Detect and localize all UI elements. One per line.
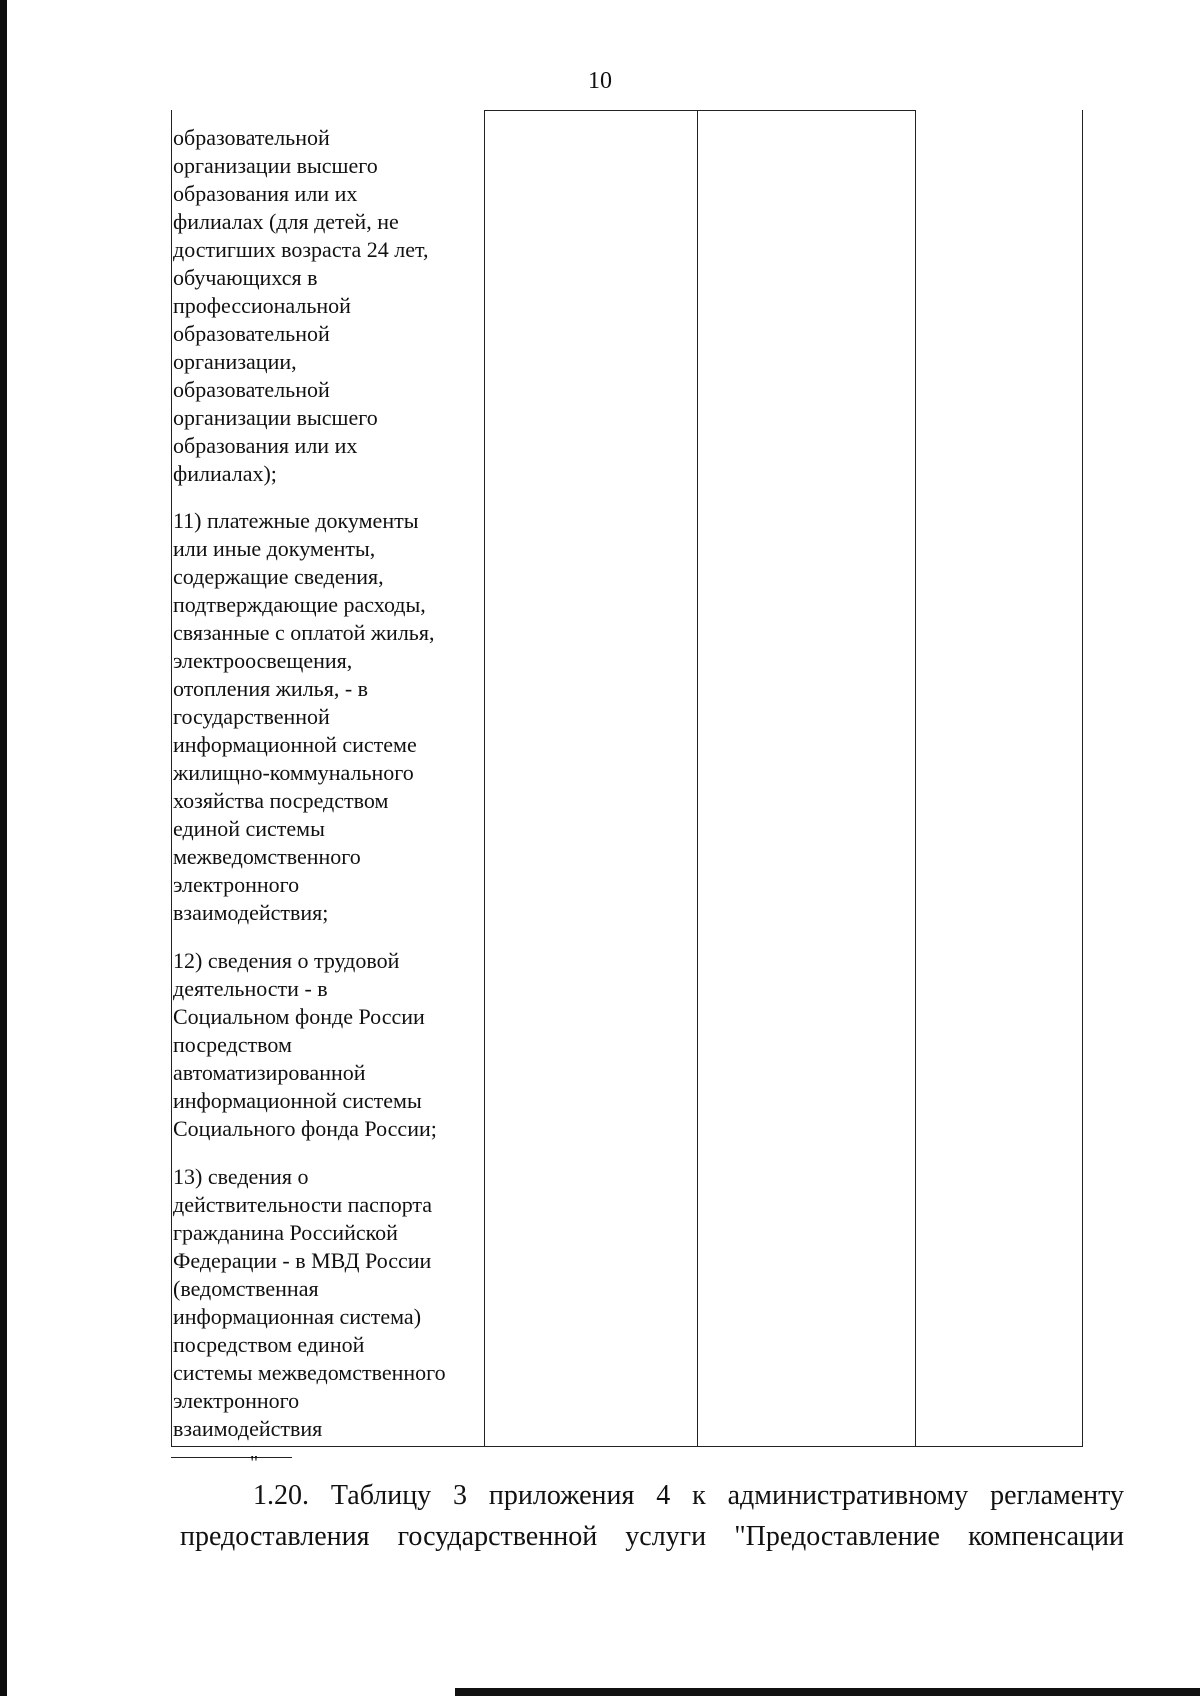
table-cell-text: 11) платежные документы или иные документы, содержащие сведения, подтверждающие расходы, связанные с оплатой жилья, электроосвещения, отопления жилья, - в государственной информационной системе жилищно-коммунального хозяйства посредством единой системы межведомственного электронного взаимодействия; xyxy=(173,508,435,925)
table-border-top xyxy=(484,110,915,111)
page-number: 10 xyxy=(588,68,612,94)
table-border-right xyxy=(1082,110,1083,1446)
table-border-bottom xyxy=(171,1446,1083,1447)
table-closing-rule xyxy=(171,1457,292,1458)
table-cell-text: образовательной организации высшего образования или их филиалах (для детей, не достигших возраста 24 лет, обучающихся в профессиональной образовательной организации, образовательной организации высшего образования или их филиалах); xyxy=(173,125,429,486)
table-cell-text: 13) сведения о действительности паспорта гражданина Российской Федерации - в МВД России (ведомственная информационная система) посредством единой системы межведомственного электронного взаимодействия xyxy=(173,1164,446,1441)
table-column-divider xyxy=(915,110,916,1446)
closing-quote: " xyxy=(250,1452,259,1474)
paragraph-line-2: предоставления государственной услуги "Предоставление компенсации xyxy=(180,1521,1124,1552)
paragraph-line-1: 1.20. Таблицу 3 приложения 4 к административному регламенту xyxy=(253,1480,1124,1511)
scan-bottom-edge xyxy=(455,1688,1200,1696)
scan-left-edge xyxy=(0,0,7,1696)
table-cell-text: 12) сведения о трудовой деятельности - в Социальном фонде России посредством автоматизированной информационной системы Социального фонда России; xyxy=(173,948,437,1141)
table-column-divider xyxy=(697,110,698,1446)
table-border-left xyxy=(171,110,172,1446)
